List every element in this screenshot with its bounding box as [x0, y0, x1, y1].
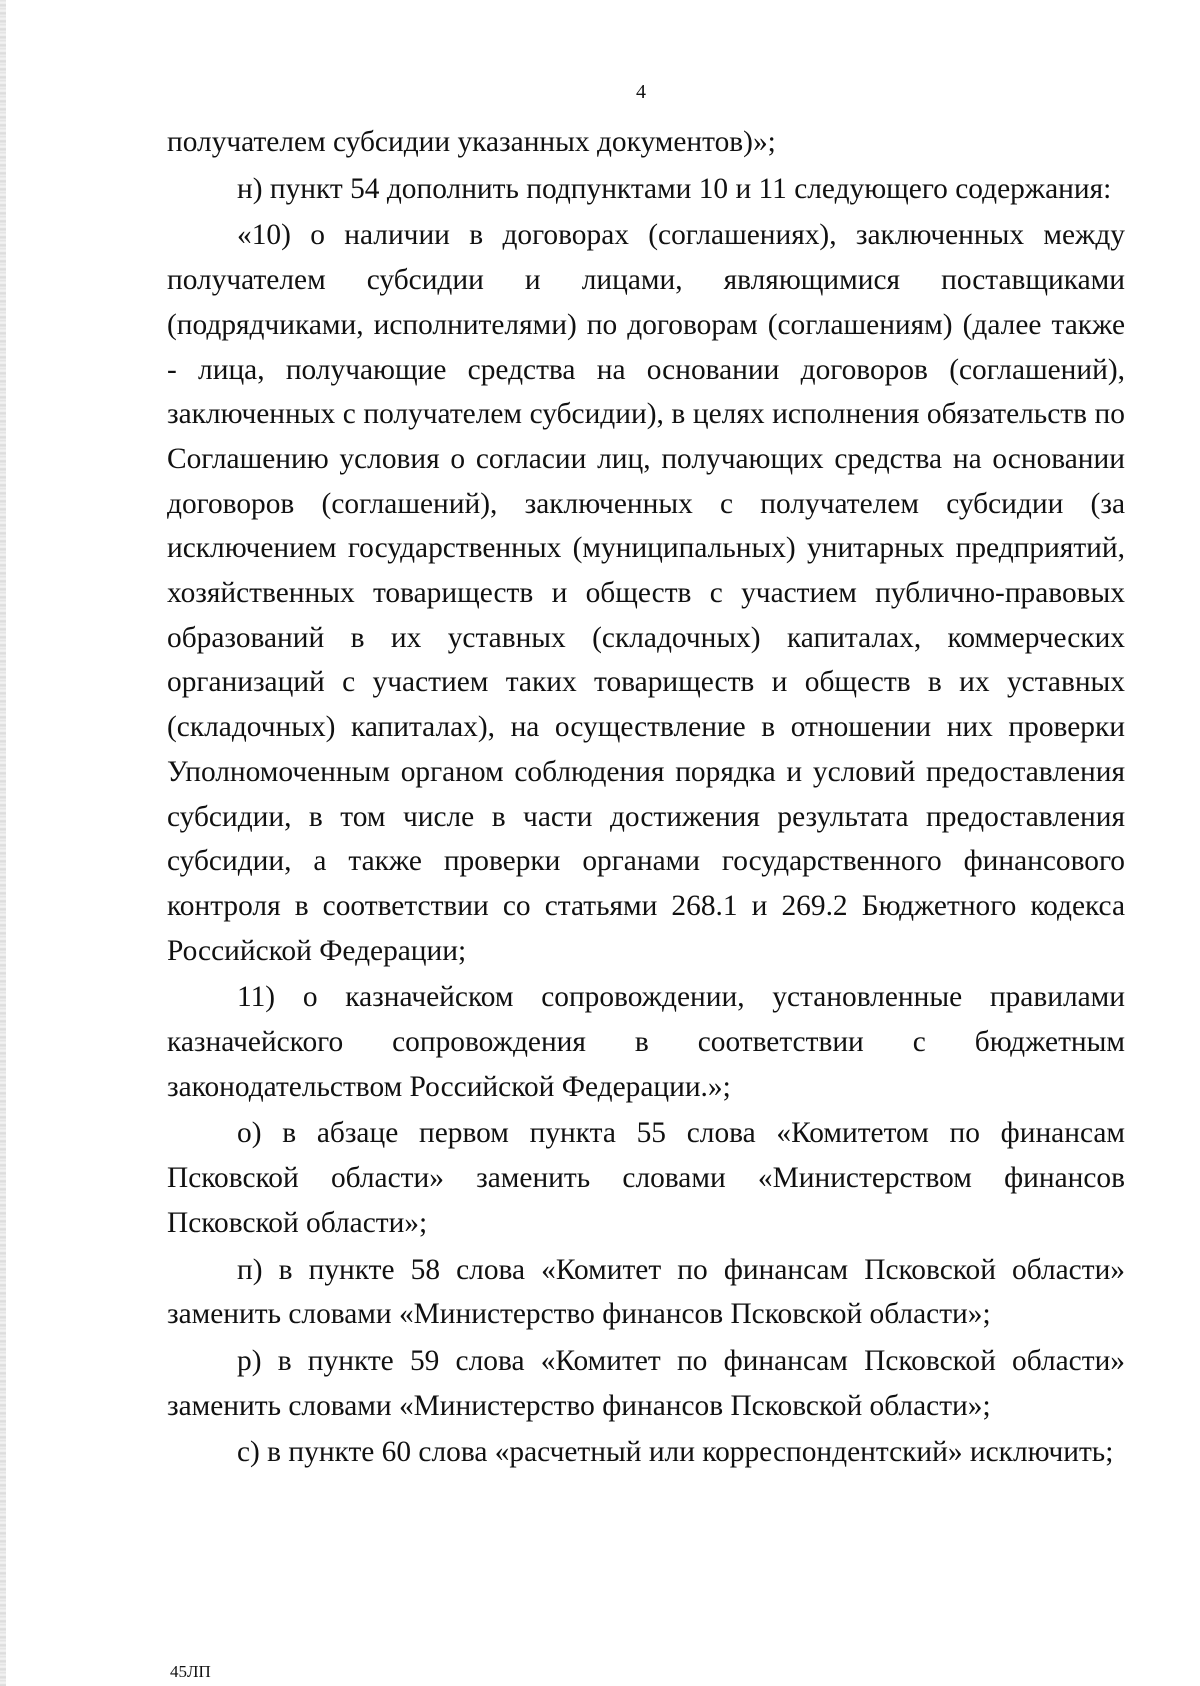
page-number: 4 [636, 81, 646, 103]
paragraph-subitem-10: «10) о наличии в договорах (соглашениях), заключенных между получателем субсидии и лицами, являющимися поставщиками (подрядчиками, исполнителями) по договорам (соглашениям) (далее также - лица, получающие средства на основании договоров (соглашений), заключенных с получателем субсидии), в целях исполнения обязательств по Соглашению условия о согласии лиц, получающих средства на основании договоров (соглашений), заключенных с получателем субсидии (за исключением государственных (муниципальных) унитарных предприятий, хозяйственных товариществ и обществ с участием публично-правовых образований в их уставных (складочных) капиталах, коммерческих организаций с участием таких товариществ и обществ в их уставных (складочных) капиталах), на осуществление в отношении них проверки Уполномоченным органом соблюдения порядка и условий предоставления субсидии, в том числе в части достижения результата предоставления субсидии, а также проверки органами государственного финансового контроля в соответствии со статьями 268.1 и 269.2 Бюджетного кодекса Российской Федерации; [167, 219, 1125, 967]
paragraph-item-n: н) пункт 54 дополнить подпунктами 10 и 11 следующего содержания: [237, 172, 1112, 205]
document-code: 45ЛП [170, 1662, 211, 1681]
paragraph-continuation: получателем субсидии указанных документов)»; [167, 126, 776, 158]
scan-edge [0, 0, 6, 1686]
paragraph-item-o: о) в абзаце первом пункта 55 слова «Комитетом по финансам Псковской области» заменить словами «Министерством финансов Псковской области»; [167, 1117, 1125, 1239]
document-body [167, 120, 1125, 1477]
paragraph-item-p: п) в пункте 58 слова «Комитет по финансам Псковской области» заменить словами «Министерство финансов Псковской области»; [167, 1253, 1125, 1331]
paragraph-subitem-11: 11) о казначейском сопровождении, установленные правилами казначейского сопровождения в соответствии с бюджетным законодательством Российской Федерации.»; [167, 981, 1125, 1103]
paragraph-item-s: с) в пункте 60 слова «расчетный или корреспондентский» исключить; [237, 1436, 1114, 1469]
paragraph-item-r: р) в пункте 59 слова «Комитет по финансам Псковской области» заменить словами «Министерство финансов Псковской области»; [167, 1344, 1125, 1422]
